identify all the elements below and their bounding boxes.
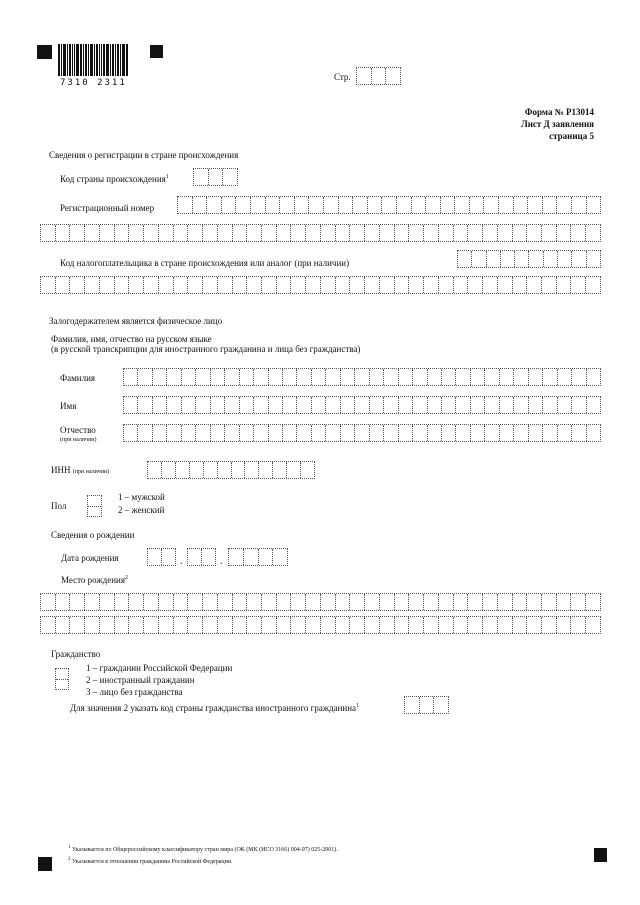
country-code-cells[interactable]	[193, 168, 238, 186]
sheet-name: Лист Д заявления	[520, 119, 594, 129]
foreign-citizenship-code-cells[interactable]	[404, 696, 449, 714]
date-separator-2: .	[220, 556, 223, 567]
name-label: Имя	[60, 401, 77, 411]
taxpayer-code-cells-row1[interactable]	[457, 250, 601, 268]
taxpayer-code-label: Код налогоплательщика в стране происхождения или аналог (при наличии)	[60, 258, 350, 268]
citizenship-section-title: Гражданство	[51, 649, 101, 659]
reg-number-label: Регистрационный номер	[60, 203, 155, 213]
barcode-digits: 7310 2311	[60, 78, 127, 88]
taxpayer-code-cells-row2[interactable]	[40, 276, 601, 294]
corner-marker-top-right	[150, 45, 163, 58]
birth-place-label: Место рождения$^2$	[61, 575, 129, 585]
fio-heading-line1: Фамилия, имя, отчество на русском языке	[51, 334, 212, 344]
sex-label: Пол	[51, 501, 67, 511]
birth-date-label: Дата рождения	[61, 553, 119, 563]
inn-cells[interactable]	[147, 461, 315, 479]
barcode	[58, 44, 129, 76]
registration-section-title: Сведения о регистрации в стране происхождения	[49, 150, 239, 160]
pledgeholder-title: Залогодержателем является физическое лицо	[49, 316, 223, 326]
page-label: Стр.	[334, 72, 351, 82]
form-number: Форма № Р13014	[524, 107, 594, 117]
foreign-citizenship-code-label: Для значения 2 указать код страны гражданства иностранного гражданина$^1$	[70, 703, 360, 713]
reg-number-cells-row2[interactable]	[40, 224, 601, 242]
birth-section-title: Сведения о рождении	[51, 530, 135, 540]
surname-label: Фамилия	[60, 373, 96, 383]
citizenship-option-1: 1 – гражданин Российской Федерации	[86, 663, 233, 673]
patronymic-cells[interactable]	[123, 424, 601, 442]
birth-month-cells[interactable]	[187, 548, 216, 566]
surname-cells[interactable]	[123, 368, 601, 386]
citizenship-option-2: 2 – иностранный гражданин	[86, 675, 195, 685]
patronymic-note: (при наличии)	[60, 437, 97, 443]
country-code-label: Код страны происхождения$^1$	[60, 174, 169, 184]
inn-label: ИНН (при наличии)	[51, 465, 110, 475]
sex-option-2: 2 – женский	[118, 505, 165, 515]
birth-place-cells-row2[interactable]	[40, 616, 601, 634]
birth-year-cells[interactable]	[228, 548, 288, 566]
corner-marker-bottom-left	[38, 857, 52, 871]
name-cells[interactable]	[123, 396, 601, 414]
birth-day-cells[interactable]	[147, 548, 176, 566]
corner-marker-top-left	[37, 45, 52, 59]
reg-number-cells-row1[interactable]	[177, 196, 601, 214]
citizenship-cell[interactable]	[55, 668, 69, 690]
page-name: страница 5	[549, 131, 594, 141]
date-separator-1: .	[180, 556, 183, 567]
sex-option-1: 1 – мужской	[118, 492, 165, 502]
footnote-1: $^1$ Указывается по Общероссийскому классификатору стран мира (ОК (МК (ИСО 3166) 004-97) 025-2001).	[68, 845, 338, 853]
citizenship-option-3: 3 – лицо без гражданства	[86, 687, 183, 697]
patronymic-label: Отчество	[60, 425, 96, 435]
footnote-2: $^2$ Указывается в отношении гражданина Российской Федерации.	[68, 857, 233, 865]
corner-marker-bottom-right	[594, 848, 607, 862]
fio-heading-line2: (в русской транскрипции для иностранного гражданина и лица без гражданства)	[51, 344, 361, 354]
birth-place-cells-row1[interactable]	[40, 593, 601, 611]
page-number-cells[interactable]	[356, 67, 401, 85]
sex-cell[interactable]	[87, 495, 102, 517]
